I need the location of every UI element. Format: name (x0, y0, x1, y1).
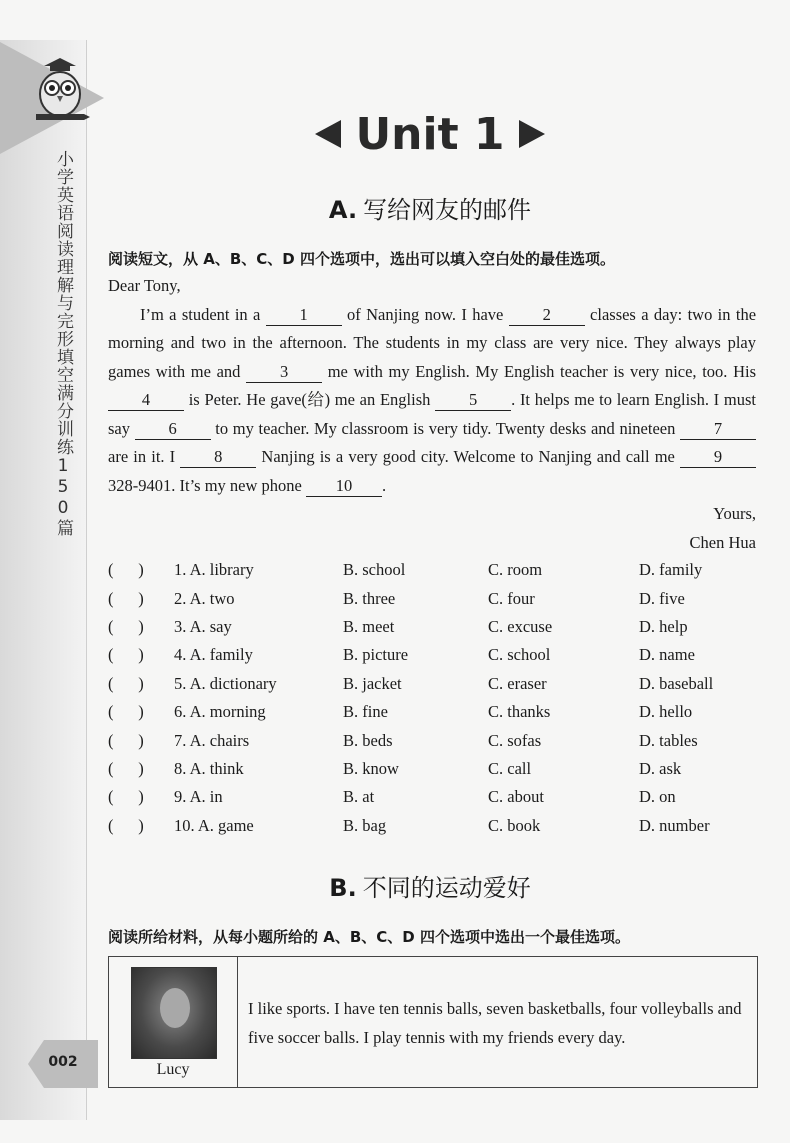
option-b: B. picture (343, 645, 409, 665)
section-b-title (0, 868, 790, 903)
option-a: 2. A. two (174, 588, 235, 608)
email-segment: me with my English. My English teacher is very nice, too. His (322, 361, 756, 381)
option-d: D. number (639, 815, 710, 835)
email-signature: Chen Hua (689, 532, 756, 552)
page-number: 002 (48, 1054, 78, 1070)
unit-title (300, 104, 560, 164)
email-segment: 328-9401. It’s my new phone (108, 475, 306, 495)
option-a: 3. A. say (174, 616, 232, 636)
left-arrow-icon (315, 120, 341, 148)
option-d: D. tables (639, 730, 698, 750)
blank-5: 5 (435, 390, 511, 411)
blank-3: 3 (246, 362, 322, 383)
question-row (108, 726, 758, 754)
email-segment: to my teacher. My classroom is very tidy. Twenty desks and nineteen (210, 418, 680, 438)
question-row (108, 755, 758, 783)
email-segment: is Peter. He gave(给) me an English (184, 390, 436, 409)
email-segment: are in it. I (108, 447, 181, 466)
option-c: C. about (488, 787, 544, 807)
answer-blank[interactable]: ( ) (108, 787, 144, 807)
section-a-title-text: 写给网友的邮件 (363, 196, 532, 224)
profile-name: Lucy (156, 1061, 190, 1078)
option-d: D. family (639, 560, 703, 580)
question-row (108, 584, 758, 612)
option-b: B. jacket (343, 673, 402, 693)
option-a: 8. A. think (174, 758, 244, 778)
email-segment: I’m a student in a (140, 304, 266, 324)
option-a: 9. A. in (174, 787, 223, 807)
answer-blank[interactable]: ( ) (108, 616, 144, 636)
option-b: B. fine (343, 702, 388, 722)
blank-4: 4 (108, 390, 184, 411)
question-row (108, 698, 758, 726)
profile-text: I like sports. I have ten tennis balls, seven basketballs, four volleyballs and five soccer balls. I play tennis with my friends every day. (248, 999, 742, 1047)
blank-10: 10 (306, 476, 382, 497)
section-a-instruction: 阅读短文，从 A、B、C、D 四个选项中，选出可以填入空白处的最佳选项。 (108, 250, 615, 268)
option-c: C. room (488, 560, 543, 580)
option-b: B. beds (343, 730, 393, 750)
option-a: 10. A. game (174, 815, 254, 835)
email-segment: classes a day: two in the morning and two in the afternoon. The students in my class are very nice. They always play games with me and (108, 304, 757, 381)
option-b: B. bag (343, 815, 387, 835)
option-a: 7. A. chairs (174, 730, 250, 750)
question-row (108, 783, 758, 811)
blank-8: 8 (180, 447, 256, 468)
blank-6: 6 (135, 419, 211, 440)
option-b: B. meet (343, 616, 395, 636)
section-a-title (0, 190, 790, 225)
profile-box (108, 956, 758, 1088)
answer-blank[interactable]: ( ) (108, 673, 144, 693)
email-segment: of Nanjing now. I have (341, 304, 509, 324)
option-d: D. help (639, 616, 688, 636)
answer-blank[interactable]: ( ) (108, 560, 144, 580)
profile-photo (131, 967, 217, 1059)
option-c: C. sofas (488, 730, 542, 750)
option-c: C. school (488, 645, 551, 665)
email-closing: Yours, (713, 504, 756, 523)
question-list (108, 556, 758, 840)
blank-1: 1 (266, 305, 342, 326)
section-b-letter: B. (329, 874, 357, 902)
section-a-letter: A. (328, 196, 358, 224)
answer-blank[interactable]: ( ) (108, 702, 144, 722)
option-a: 1. A. library (174, 560, 254, 580)
option-d: D. baseball (639, 673, 714, 693)
option-c: C. eraser (488, 673, 547, 693)
section-b-title-text: 不同的运动爱好 (362, 874, 531, 902)
email-segment: . It helps me to learn English. I must say (108, 390, 756, 438)
answer-blank[interactable]: ( ) (108, 815, 144, 835)
profile-photo-cell (109, 957, 238, 1087)
sidebar-book-title: 小学英语阅读理解与完形填空满分训练150篇 (53, 150, 73, 537)
option-a: 4. A. family (174, 645, 253, 665)
unit-title-text: Unit 1 (355, 108, 505, 160)
question-row (108, 556, 758, 584)
email-text (108, 272, 756, 557)
answer-blank[interactable]: ( ) (108, 730, 144, 750)
option-b: B. school (343, 560, 406, 580)
question-row (108, 641, 758, 669)
blank-9: 9 (680, 447, 756, 468)
answer-blank[interactable]: ( ) (108, 758, 144, 778)
question-row (108, 670, 758, 698)
option-c: C. excuse (488, 616, 553, 636)
email-segment: . (381, 475, 387, 495)
blank-7: 7 (680, 419, 756, 440)
right-arrow-icon (519, 120, 545, 148)
option-b: B. three (343, 588, 396, 608)
blank-2: 2 (509, 305, 585, 326)
option-d: D. on (639, 787, 676, 807)
section-b-instruction: 阅读所给材料，从每小题所给的 A、B、C、D 四个选项中选出一个最佳选项。 (108, 928, 630, 946)
option-a: 6. A. morning (174, 702, 266, 722)
option-d: D. hello (639, 702, 693, 722)
option-c: C. thanks (488, 702, 551, 722)
question-row (108, 613, 758, 641)
email-segment: Nanjing is a very good city. Welcome to Nanjing and call me (256, 447, 680, 466)
answer-blank[interactable]: ( ) (108, 588, 144, 608)
profile-photo-face (160, 988, 190, 1028)
option-b: B. at (343, 787, 375, 807)
email-body (108, 301, 756, 501)
option-a: 5. A. dictionary (174, 673, 277, 693)
option-b: B. know (343, 758, 399, 778)
owl-mascot-icon (30, 58, 90, 128)
option-d: D. name (639, 645, 695, 665)
email-greeting: Dear Tony, (108, 276, 181, 295)
option-c: C. call (488, 758, 532, 778)
option-d: D. five (639, 588, 685, 608)
question-row (108, 812, 758, 840)
option-c: C. book (488, 815, 541, 835)
option-d: D. ask (639, 758, 682, 778)
answer-blank[interactable]: ( ) (108, 645, 144, 665)
option-c: C. four (488, 588, 535, 608)
